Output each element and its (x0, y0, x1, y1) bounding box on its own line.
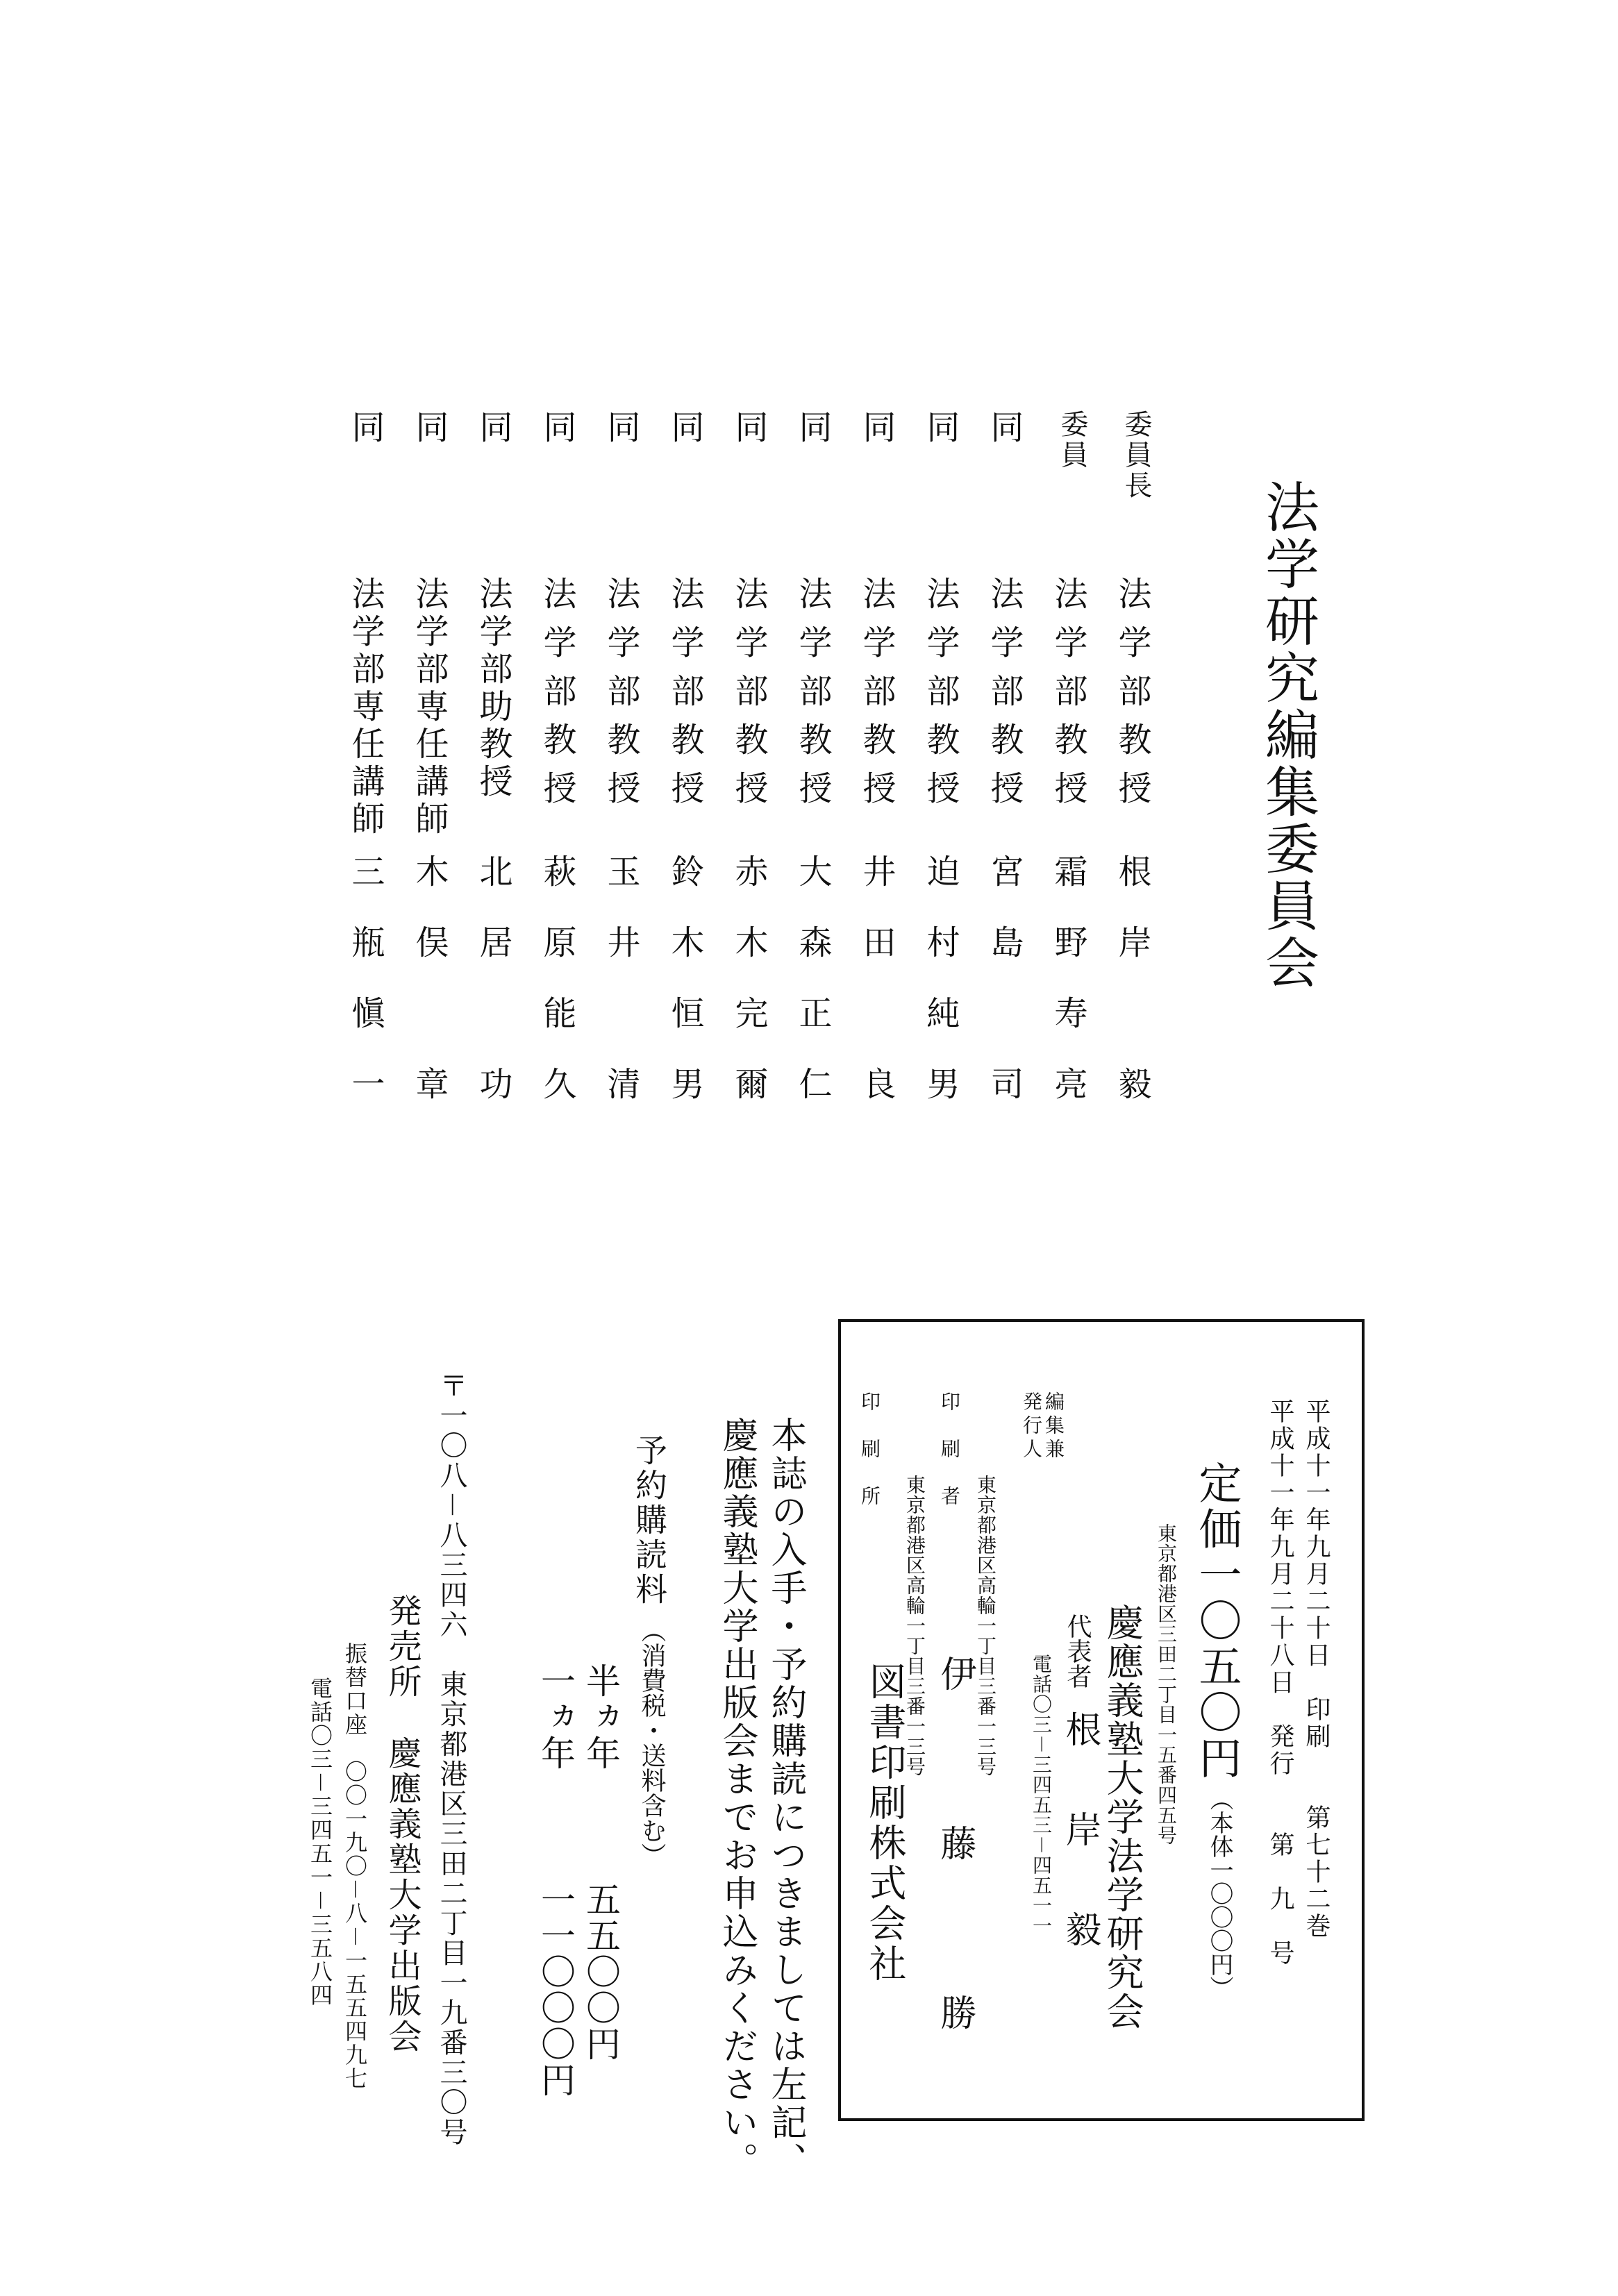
subscription-title: 予約購読料 (631, 1434, 668, 1607)
member-role: 委員長 (1120, 410, 1152, 501)
committee-member (1037, 410, 1092, 1146)
issue-date: 平成十一年九月二十八日 発行 第 九 号 (1266, 1398, 1294, 1967)
member-role: 同 (857, 410, 896, 450)
member-name: 玉井 清 (601, 854, 640, 1137)
committee-member (462, 410, 517, 1146)
transfer-account: 振替口座 〇〇一九〇－八－一五五四九七 (342, 1642, 368, 2091)
committee-member (653, 410, 709, 1146)
committee-member (526, 410, 581, 1146)
member-position: 法学部助教授 (474, 576, 512, 801)
member-position: 法学部教授 (665, 576, 704, 819)
seller-label: 発売所 (383, 1593, 422, 1700)
editor-rep-label: 代表者 (1063, 1614, 1092, 1689)
member-name: 井田 良 (857, 854, 896, 1137)
member-role: 同 (665, 410, 704, 450)
print-house-label: 印刷所 (858, 1391, 881, 1533)
committee-member (1101, 410, 1156, 1146)
editor-label-2: 発行人 (1020, 1391, 1043, 1462)
member-name: 木俣 章 (410, 854, 449, 1137)
member-role: 同 (921, 410, 960, 450)
printer-label: 印刷者 (938, 1391, 961, 1533)
print-house-name: 図書印刷株式会社 (863, 1662, 907, 1984)
member-name: 鈴木恒男 (665, 854, 704, 1137)
member-name: 根岸 毅 (1112, 854, 1151, 1137)
printer-address: 東京都港区高輪一丁目三番一三号 (974, 1475, 997, 1777)
member-name: 大森正仁 (793, 854, 832, 1137)
editor-phone: 電話〇三－三四五三－四五一一 (1030, 1654, 1053, 1936)
postal-address: 〒一〇八－八三四六 東京都港区三田二丁目一九番三〇号 (435, 1371, 467, 2147)
member-role: 同 (346, 410, 385, 450)
member-role: 同 (474, 410, 512, 450)
print-date: 平成十一年九月二十日 印刷 第七十二巻 (1302, 1398, 1331, 1940)
member-position: 法学部教授 (857, 576, 896, 819)
colophon-box (838, 1319, 1365, 2121)
member-position: 法学部教授 (729, 576, 768, 819)
member-role: 同 (793, 410, 832, 450)
half-year-label: 半ヵ年 (581, 1663, 621, 1771)
member-position: 法学部教授 (793, 576, 832, 819)
notice-line-2: 慶應義塾大学出版会までお申込みください。 (716, 1416, 758, 2180)
editor-address: 東京都港区三田二丁目一五番四五号 (1155, 1523, 1178, 1845)
committee-member (717, 410, 773, 1146)
member-position: 法学部教授 (537, 576, 576, 819)
member-position: 法学部教授 (921, 576, 960, 819)
member-name: 三瓶愼一 (346, 854, 385, 1137)
price: 定価一〇五〇円 (1192, 1461, 1242, 1782)
committee-member (781, 410, 837, 1146)
print-house-address: 東京都港区高輪一丁目三番一三号 (903, 1475, 926, 1777)
member-role: 同 (410, 410, 449, 450)
one-year-label: 一ヵ年 (535, 1663, 576, 1771)
price-note: （本体一〇〇〇円） (1206, 1787, 1233, 2000)
printer-name: 伊 藤 勝 (934, 1655, 976, 2079)
editor-rep: 根 岸 毅 (1059, 1711, 1101, 1961)
member-role: 同 (601, 410, 640, 450)
member-position: 法学部教授 (985, 576, 1024, 819)
member-name: 霜野寿亮 (1049, 854, 1087, 1137)
member-role: 同 (729, 410, 768, 450)
member-name: 萩原能久 (537, 854, 576, 1137)
member-name: 宮島 司 (985, 854, 1024, 1137)
member-role: 同 (985, 410, 1024, 450)
member-role: 委員 (1056, 410, 1088, 471)
subscription-note: （消費税・送料含む） (637, 1618, 666, 1868)
seller-name: 慶應義塾大学出版会 (383, 1736, 422, 2054)
member-position: 法学部専任講師 (346, 576, 385, 839)
member-position: 法学部教授 (1112, 576, 1151, 819)
notice-line-1: 本誌の入手・予約購読につきましては左記、 (765, 1416, 806, 2180)
one-year-price: 一一〇〇〇円 (535, 1882, 576, 2098)
half-year-price: 五五〇〇円 (581, 1882, 621, 2062)
editor-org: 慶應義塾大学法学研究会 (1101, 1603, 1144, 2031)
member-role: 同 (537, 410, 576, 450)
member-position: 法学部教授 (1049, 576, 1087, 819)
committee-member (973, 410, 1028, 1146)
committee-member (398, 410, 453, 1146)
committee-member (845, 410, 901, 1146)
publisher-phone: 電話〇三－三四五一－三五八四 (307, 1677, 333, 2008)
editor-label-1: 編集兼 (1042, 1391, 1065, 1462)
member-position: 法学部専任講師 (410, 576, 449, 839)
member-position: 法学部教授 (601, 576, 640, 819)
member-name: 赤木完爾 (729, 854, 768, 1137)
committee-title: 法学研究編集委員会 (1256, 479, 1319, 991)
member-name: 迫村純男 (921, 854, 960, 1137)
committee-member (590, 410, 645, 1146)
committee-member (909, 410, 965, 1146)
committee-member (334, 410, 390, 1146)
member-name: 北居 功 (474, 854, 512, 1137)
